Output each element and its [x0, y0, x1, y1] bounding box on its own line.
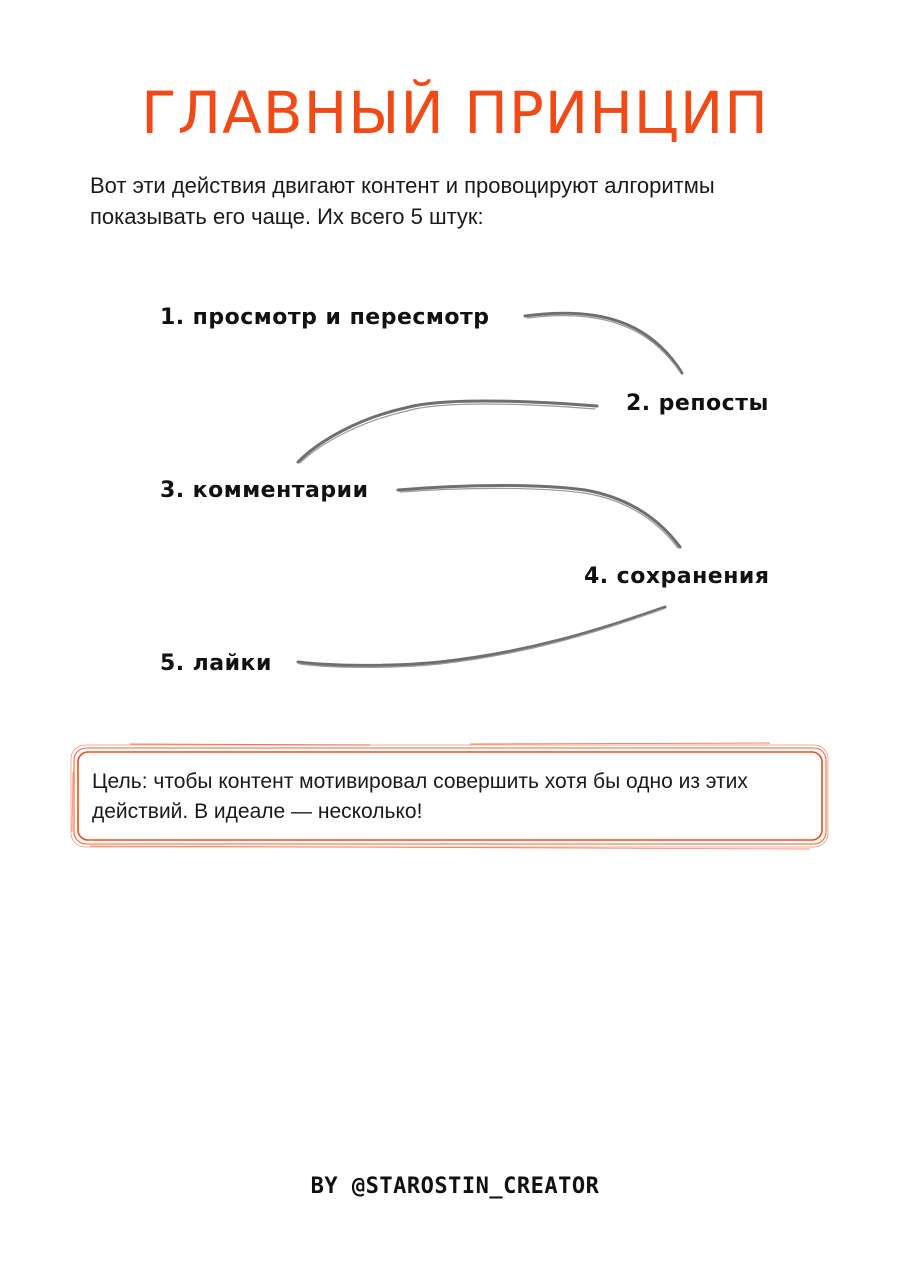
- item-number: 2.: [626, 391, 651, 416]
- item-label: комментарии: [192, 478, 369, 503]
- list-item: [160, 305, 490, 330]
- item-number: 4.: [584, 564, 609, 589]
- list-item: [160, 651, 272, 676]
- item-label: просмотр и пересмотр: [192, 305, 490, 330]
- connector-4-5: [298, 607, 665, 665]
- connector-1-2: [525, 313, 682, 373]
- connector-3-4: [398, 486, 680, 548]
- list-item: [160, 478, 368, 503]
- page-title: ГЛАВНЫЙ ПРИНЦИП: [141, 79, 769, 147]
- item-number: 5.: [160, 651, 185, 676]
- goal-text: Цель: чтобы контент мотивировал совершить хотя бы одно из этих действий. В идеале — несколько!: [92, 770, 748, 823]
- item-number: 1.: [160, 305, 185, 330]
- connector-2-3: [298, 401, 597, 462]
- list-item: [626, 391, 769, 416]
- item-label: репосты: [658, 391, 769, 416]
- item-label: сохранения: [616, 564, 770, 589]
- author-credit: BY @STAROSTIN_CREATOR: [310, 1174, 600, 1199]
- item-number: 3.: [160, 478, 185, 503]
- item-label: лайки: [192, 651, 272, 676]
- list-item: [584, 564, 769, 589]
- intro-text: Вот эти действия двигают контент и провоцируют алгоритмы показывать его чаще. Их всего 5 штук:: [90, 173, 715, 229]
